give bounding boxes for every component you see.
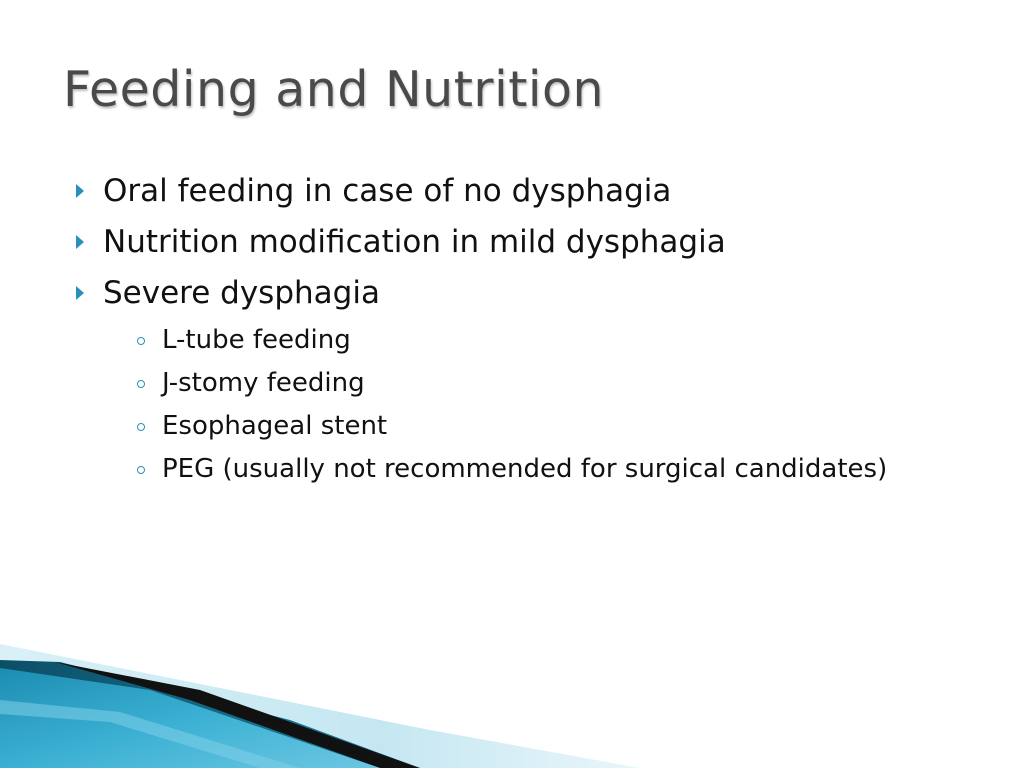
bullet-text: Severe dysphagia: [103, 275, 380, 311]
sub-bullet-text: Esophageal stent: [162, 411, 388, 441]
bullet-text: Nutrition modification in mild dysphagia: [103, 224, 726, 260]
bullet-text: Oral feeding in case of no dysphagia: [103, 173, 672, 209]
slide-title: Feeding and Nutrition: [63, 61, 605, 118]
sub-bullet-text: L-tube feeding: [162, 325, 351, 355]
sub-bullet-text: J-stomy feeding: [162, 368, 365, 398]
sub-bullet-text: PEG (usually not recommended for surgical candidates): [162, 454, 888, 484]
